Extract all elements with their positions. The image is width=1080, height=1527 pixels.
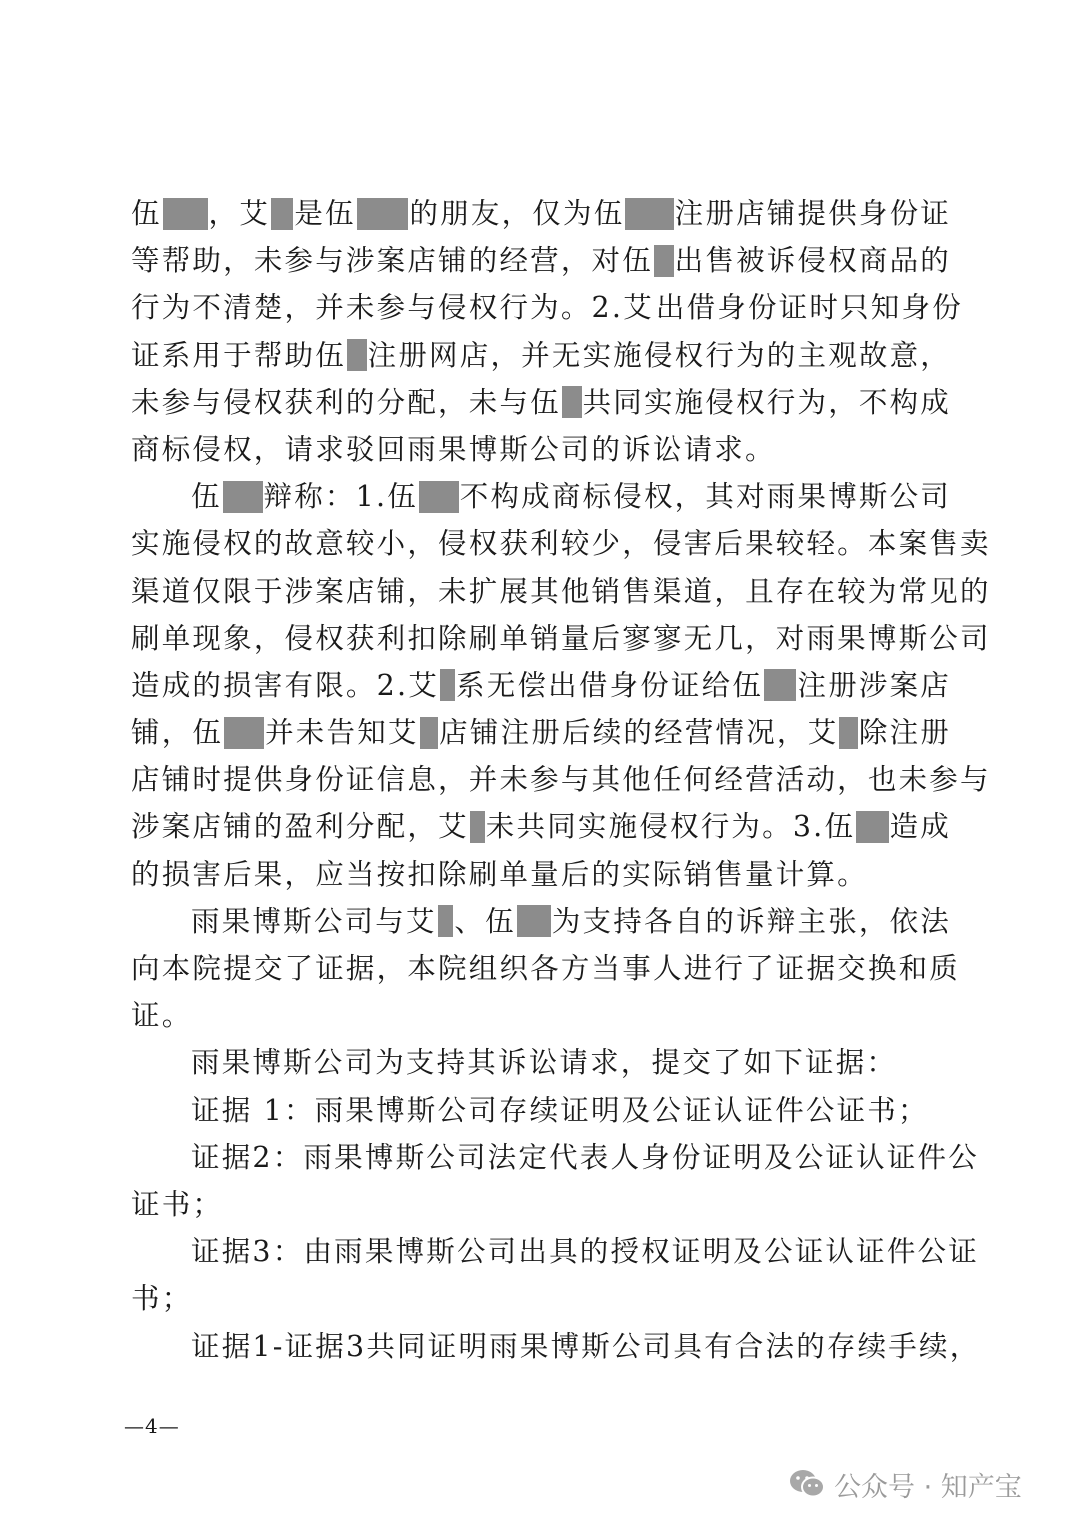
text-line: 店 铺 时 提 供 身 份 证 信 息 ， 并 未 参 与 其 他 任 何 经 营 活 动 ， 也 未 参 与 [131,763,991,797]
text-line [131,1181,951,1228]
redaction-block [654,245,674,277]
text-segment: 证书； [131,1187,224,1221]
text-line [131,992,951,1039]
text-segment: 商标侵权，请求驳回雨果博斯公司的诉讼请求。 [131,432,776,466]
redaction-block [625,198,673,230]
text-segment: 的损害后果，应当按扣除刷单量后的实际销售量计算。 [131,857,868,891]
text-line: 涉 案 店 铺 的 盈 利 分 配 ， 艾 未 共 同 实 施 侵 权 行 为 。 3 . 伍 造 成 [131,810,951,844]
redaction-block [163,198,208,230]
redaction-block [440,669,455,701]
redaction-block [517,905,551,937]
text-segment: 雨果博斯公司为支持其诉讼请求，提交了如下证据： [191,1046,898,1080]
redaction-block [562,386,582,418]
text-line: 雨 果 博 斯 公 司 与 艾 、 伍 为 支 持 各 自 的 诉 辩 主 张 ， 依 法 [191,904,951,938]
redaction-block [438,905,454,937]
wechat-icon [788,1468,826,1500]
text-line [131,1275,951,1322]
text-segment: 证。 [131,999,193,1033]
text-line: 造 成 的 损 害 有 限 。 2 . 艾 系 无 偿 出 借 身 份 证 给 伍 注 册 涉 案 店 [131,668,951,702]
redaction-block [223,481,263,513]
text-line: 未 参 与 侵 权 获 利 的 分 配 ， 未 与 伍 共 同 实 施 侵 权 行 为 ， 不 构 成 [131,385,951,419]
page-number: —4— [124,1414,180,1438]
text-line [131,851,951,898]
watermark [788,1464,1022,1504]
text-line [131,1087,951,1134]
text-line: 证 据 3 ： 由 雨 果 博 斯 公 司 出 具 的 授 权 证 明 及 公 证 认 证 件 公 证 [191,1235,979,1269]
redaction-block [347,339,367,371]
body-text [131,190,991,1370]
redaction-block [357,198,409,230]
text-line: 证 系 用 于 帮 助 伍 注 册 网 店 ， 并 无 实 施 侵 权 行 为 的 主 观 故 意 ， [131,338,951,372]
text-line: 等 帮 助 ， 未 参 与 涉 案 店 铺 的 经 营 ， 对 伍 出 售 被 诉 侵 权 商 品 的 [131,244,951,278]
text-line [131,1039,951,1086]
text-segment: 书； [131,1282,193,1316]
text-line: 刷 单 现 象 ， 侵 权 获 利 扣 除 刷 单 销 量 后 寥 寥 无 几 ， 对 雨 果 博 斯 公 司 [131,621,991,655]
redaction-block [764,669,796,701]
redaction-block [224,717,264,749]
watermark-text: 公众号 · 知产宝 [834,1471,1022,1503]
text-line: 铺 ， 伍 并 未 告 知 艾 店 铺 注 册 后 续 的 经 营 情 况 ， 艾 除 注 册 [131,716,951,750]
redaction-block [839,717,858,749]
text-line: 证 据 2 ： 雨 果 博 斯 公 司 法 定 代 表 人 身 份 证 明 及 公 证 认 证 件 公 [191,1140,979,1174]
redaction-block [420,717,439,749]
text-line: 证 据 1 - 证 据 3 共 同 证 明 雨 果 博 斯 公 司 具 有 合 法 的 存 续 手 续 ， [191,1329,981,1363]
redaction-block [470,811,485,843]
text-line: 伍 ， 艾 是 伍 的 朋 友 ， 仅 为 伍 注 册 店 铺 提 供 身 份 证 [131,197,951,230]
redaction-block [856,811,888,843]
text-line: 行 为 不 清 楚 ， 并 未 参 与 侵 权 行 为 。 2 . 艾 出 借 身 份 证 时 只 知 身 份 [131,291,963,325]
text-segment: 证据 1：雨果博斯公司存续证明及公证认证件公证书； [191,1093,929,1127]
text-line: 向 本 院 提 交 了 证 据 ， 本 院 组 织 各 方 当 事 人 进 行 了 证 据 交 换 和 质 [131,952,960,985]
redaction-block [271,198,293,230]
text-line: 伍 辩 称 ： 1 . 伍 不 构 成 商 标 侵 权 ， 其 对 雨 果 博 斯 公 司 [191,480,951,514]
redaction-block [419,481,459,513]
text-line: 渠 道 仅 限 于 涉 案 店 铺 ， 未 扩 展 其 他 销 售 渠 道 ， 且 存 在 较 为 常 见 的 [131,574,991,608]
text-line: 实 施 侵 权 的 故 意 较 小 ， 侵 权 获 利 较 少 ， 侵 害 后 果 较 轻 。 本 案 售 卖 [131,527,991,561]
text-line [131,426,951,473]
